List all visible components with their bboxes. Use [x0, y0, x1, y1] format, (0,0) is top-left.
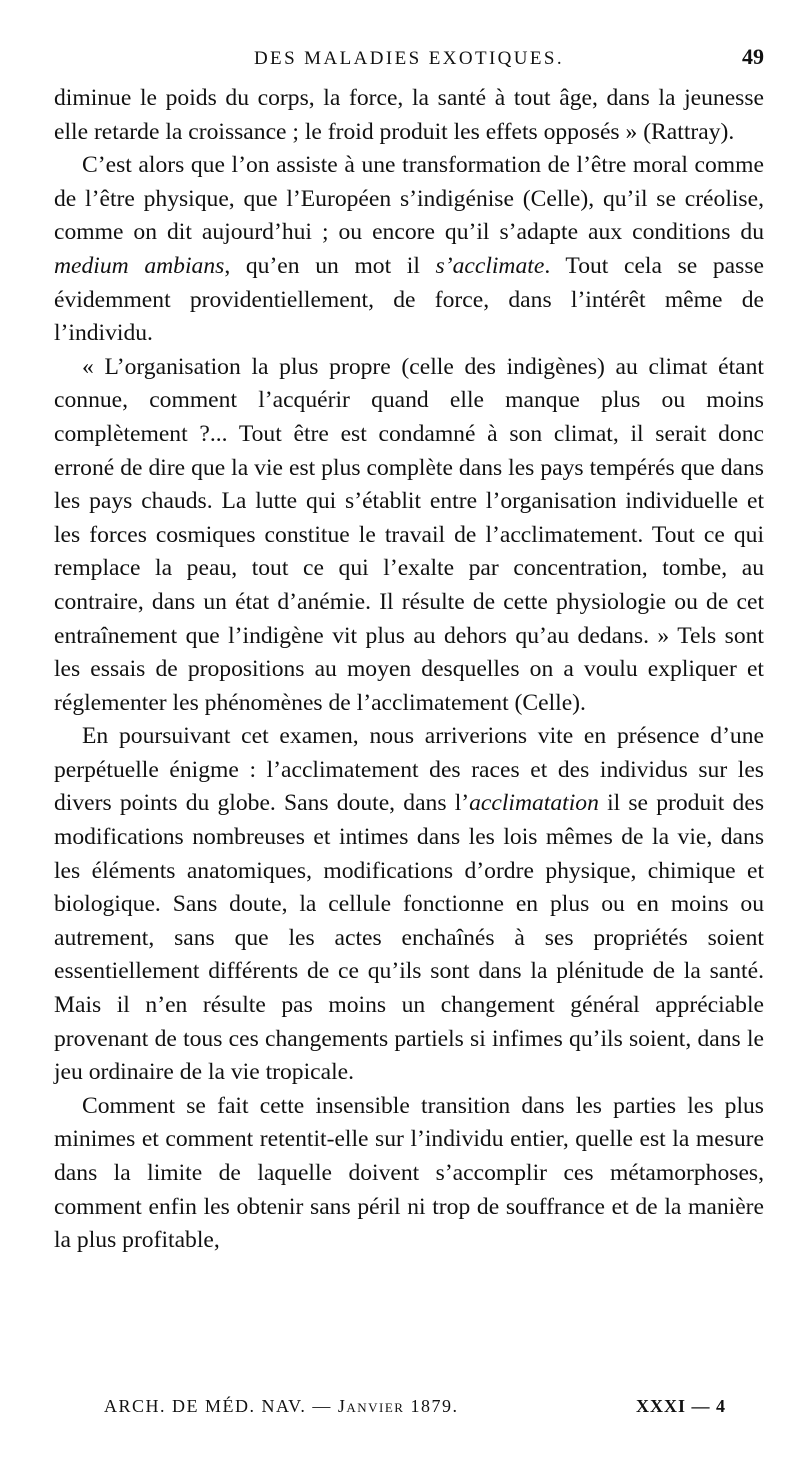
- paragraph-2-text-b: , qu’en un mot il: [224, 252, 436, 279]
- running-title: DES MALADIES EXOTIQUES.: [253, 48, 565, 69]
- paragraph-5: Comment se fait cette insensible transition dans les parties les plus minimes et comment retentit-elle sur l’individu entier, quelle est la mesure dans la limite de laquelle doivent s’accomplir ces métamorphoses, comment enfin les obtenir sans péril ni trop de souffrance et de la manière la plus profitable,: [54, 1092, 764, 1254]
- paragraph-4-text-a: En poursuivant cet examen, nous arriverions vite en présence d’une perpétuelle énigme : l’acclimatement des races et des individus sur les divers points du globe. Sans doute, dans l’: [54, 723, 764, 817]
- paragraph-2-text-c: . Tout cela se passe évidemment providentiellement, de force, dans l’intérêt même de l’individu.: [54, 252, 764, 347]
- paragraph-1-continuation: diminue le poids du corps, la force, la santé à tout âge, dans la jeunesse elle retarde la croissance ; le froid produit les effets opposés » (Rattray).: [54, 85, 764, 145]
- body-text: [54, 82, 764, 1258]
- paragraph-4: [54, 720, 764, 1090]
- footer-signature-mark: XXXI — 4: [635, 1396, 726, 1416]
- running-head: [54, 40, 764, 74]
- book-page: [54, 40, 764, 1440]
- paragraph-3-quotation: « L’organisation la plus propre (celle des indigènes) au climat étant connue, comment l’acquérir quand elle manque plus ou moins complètement ?... Tout être est condamné à son climat, il serait donc erroné de dire que la vie est plus complète dans les pays tempérés que dans les pays chauds. La lutte qui s’établit entre l’organisation individuelle et les forces cosmiques constitue le travail de l’acclimatement. Tout ce qui remplace la peau, tout ce qui l’exalte par concentration, tombe, au contraire, dans un état d’anémie. Il résulte de cette physiologie ou de cet entraînement que l’indigène vit plus au dehors qu’au dedans. » Tels sont les essais de propositions au moyen desquelles on a voulu expliquer et réglementer les phénomènes de l’acclimatement (Celle).: [54, 353, 764, 716]
- page-number: 49: [742, 44, 764, 69]
- page-footer: [54, 1396, 764, 1426]
- paragraph-4-text-b: il se produit des modifications nombreuses et intimes dans les lois mêmes de la vie, dans les éléments anatomiques, modifications d’ordre physique, chimique et biologique. Sans doute, la cellule fonctionne en plus ou en moins ou autrement, sans que les actes enchaînés à ses propriétés soient essentiellement différents de ce qu’ils sont dans la plénitude de la santé. Mais il n’en résulte pas moins un changement général appréciable provenant de tous ces changements partiels si infimes qu’ils soient, dans le jeu ordinaire de la vie tropicale.: [54, 790, 764, 1086]
- italic-acclimatation: acclimatation: [469, 790, 599, 817]
- paragraph-2: [54, 149, 764, 351]
- paragraph-2-text-a: C’est alors que l’on assiste à une transformation de l’être moral comme de l’être physique, que l’Européen s’indigénise (Celle), qu’il se créolise, comme on dit aujourd’hui ; ou encore qu’il s’adapte aux conditions du: [54, 152, 764, 246]
- italic-medium-ambians: medium ambians: [54, 252, 225, 279]
- italic-s-acclimate: s’acclimate: [435, 252, 545, 279]
- footer-journal-reference: ARCH. DE MÉD. NAV. — Janvier 1879.: [104, 1396, 459, 1416]
